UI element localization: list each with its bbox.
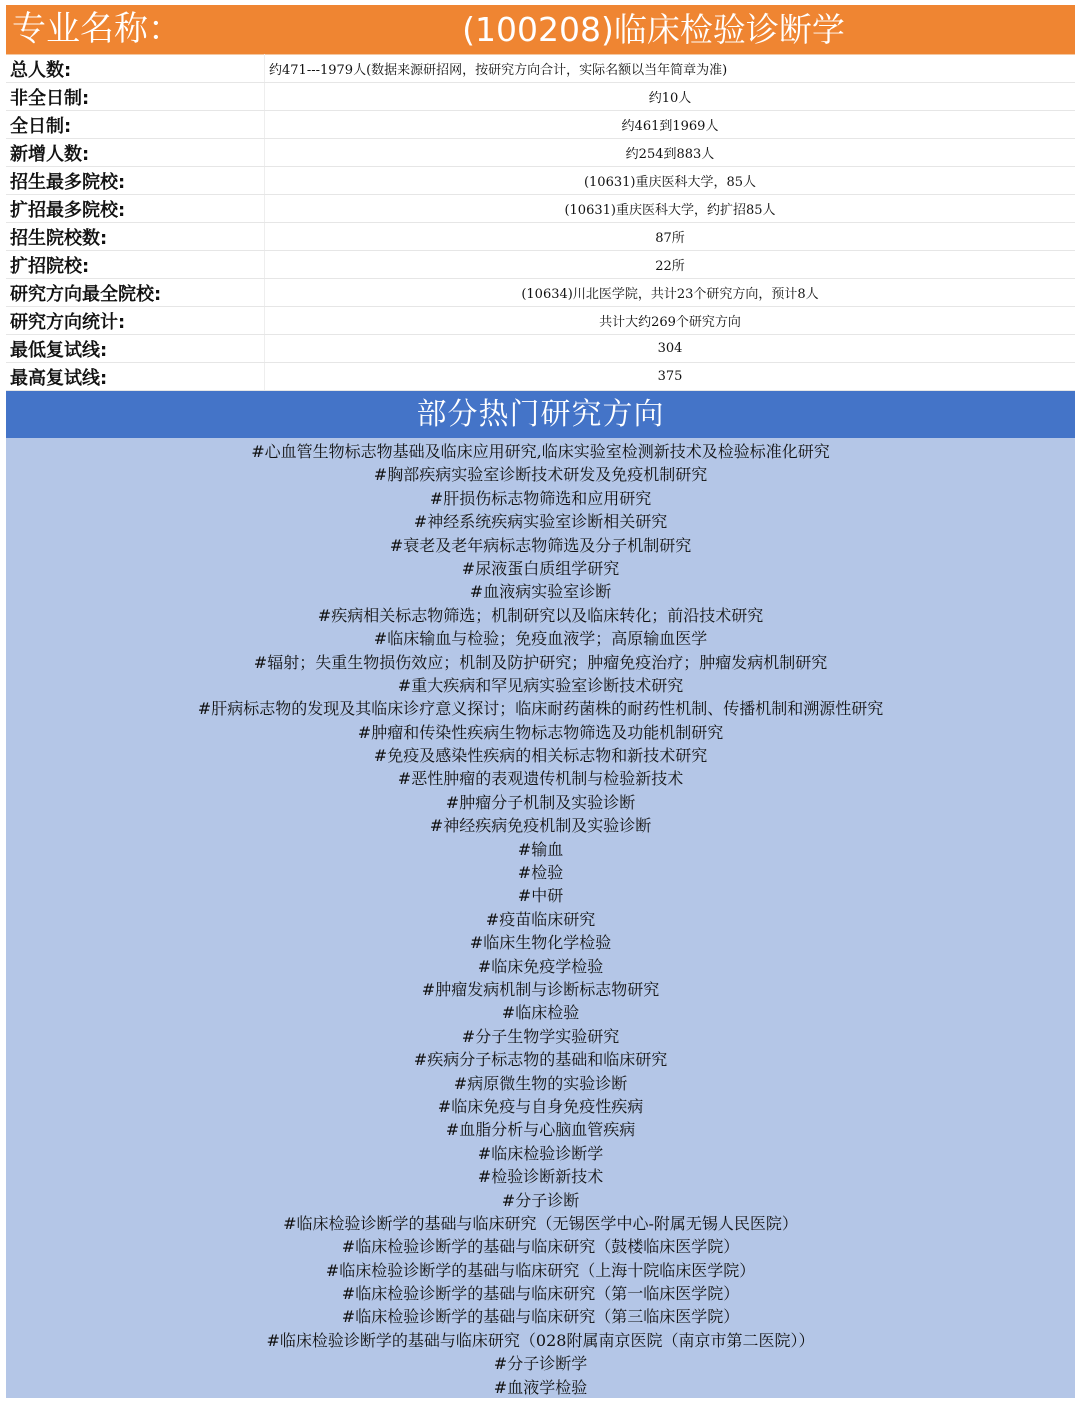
info-row-value: 87所	[265, 223, 1076, 251]
research-direction-item: #分子诊断	[501, 1190, 580, 1210]
research-direction-item: #分子生物学实验研究	[461, 1026, 620, 1046]
research-direction-item: #肿瘤发病机制与诊断标志物研究	[421, 979, 660, 999]
research-direction-item: #辐射；失重生物损伤效应；机制及防护研究；肿瘤免疫治疗；肿瘤发病机制研究	[253, 652, 828, 672]
research-direction-item: #肝损伤标志物筛选和应用研究	[429, 488, 652, 508]
info-row-label: 招生最多院校:	[6, 167, 265, 195]
info-table-body	[6, 55, 1075, 391]
research-direction-item: #神经疾病免疫机制及实验诊断	[429, 816, 652, 836]
research-direction-item: #临床免疫学检验	[477, 956, 604, 976]
research-direction-item: #尿液蛋白质组学研究	[461, 558, 620, 578]
info-row	[6, 83, 1075, 111]
info-row-value: (10631)重庆医科大学，约扩招85人	[265, 195, 1076, 223]
info-row	[6, 55, 1075, 83]
research-direction-item: #疫苗临床研究	[485, 909, 596, 929]
research-direction-item: #心血管生物标志物基础及临床应用研究,临床实验室检测新技术及检验标准化研究	[251, 442, 830, 461]
research-direction-item: #恶性肿瘤的表观遗传机制与检验新技术	[397, 769, 684, 789]
info-row-label: 招生院校数:	[6, 223, 265, 251]
info-row-label: 全日制:	[6, 111, 265, 139]
section-title: 部分热门研究方向	[6, 391, 1075, 438]
major-info-sheet	[6, 5, 1075, 1398]
research-direction-item: #临床检验	[501, 1003, 580, 1023]
research-direction-item: #病原微生物的实验诊断	[453, 1073, 628, 1093]
info-row-value: (10634)川北医学院，共计23个研究方向，预计8人	[265, 279, 1076, 307]
info-row-value: 304	[265, 335, 1076, 363]
info-row-label: 新增人数:	[6, 139, 265, 167]
research-direction-item: #输血	[517, 839, 564, 859]
research-direction-list	[6, 438, 1075, 1398]
info-row	[6, 195, 1075, 223]
info-row-value: 375	[265, 363, 1076, 391]
info-row	[6, 251, 1075, 279]
info-table	[6, 54, 1075, 391]
info-row	[6, 307, 1075, 335]
research-direction-item: #中研	[517, 886, 564, 906]
research-direction-item: #疾病分子标志物的基础和临床研究	[413, 1050, 668, 1070]
research-direction-item: #肿瘤和传染性疾病生物标志物筛选及功能机制研究	[357, 722, 724, 742]
info-row-value: 22所	[265, 251, 1076, 279]
research-direction-item: #胸部疾病实验室诊断技术研发及免疫机制研究	[373, 465, 708, 485]
info-row	[6, 279, 1075, 307]
research-direction-item: #临床输血与检验；免疫血液学；高原输血医学	[373, 629, 708, 649]
info-row	[6, 167, 1075, 195]
major-name-value: (100208)临床检验诊断学	[462, 10, 845, 49]
research-direction-item: #血液病实验室诊断	[469, 582, 612, 602]
info-row	[6, 139, 1075, 167]
research-direction-item: #分子诊断学	[493, 1354, 588, 1374]
info-row-label: 非全日制:	[6, 83, 265, 111]
research-direction-item: #血脂分析与心脑血管疾病	[445, 1120, 636, 1140]
info-row-label: 研究方向统计:	[6, 307, 265, 335]
research-direction-item: #临床生物化学检验	[469, 933, 612, 953]
research-direction-item: #临床检验诊断学的基础与临床研究（028附属南京医院（南京市第二医院））	[266, 1330, 815, 1350]
info-row-value: 共计大约269个研究方向	[265, 307, 1076, 335]
info-row-value: 约254到883人	[265, 139, 1076, 167]
research-direction-item: #检验	[517, 863, 564, 883]
info-row-label: 扩招最多院校:	[6, 195, 265, 223]
research-direction-item: #临床检验诊断学的基础与临床研究（上海十院临床医学院）	[325, 1260, 756, 1280]
research-direction-item: #临床检验诊断学的基础与临床研究（鼓楼临床医学院）	[341, 1237, 740, 1257]
research-direction-item: #衰老及老年病标志物筛选及分子机制研究	[389, 535, 692, 555]
research-direction-item: #免疫及感染性疾病的相关标志物和新技术研究	[373, 746, 708, 766]
research-direction-item: #临床检验诊断学的基础与临床研究（第三临床医学院）	[341, 1307, 740, 1327]
info-row-label: 最低复试线:	[6, 335, 265, 363]
info-row	[6, 111, 1075, 139]
info-row-value: 约471---1979人(数据来源研招网，按研究方向合计，实际名额以当年简章为准)	[265, 55, 1076, 83]
research-direction-item: #临床检验诊断学的基础与临床研究（第一临床医学院）	[341, 1284, 740, 1304]
info-row	[6, 363, 1075, 391]
research-direction-item: #临床检验诊断学的基础与临床研究（无锡医学中心-附属无锡人民医院）	[283, 1213, 798, 1233]
info-row-label: 总人数:	[6, 55, 265, 83]
research-direction-item: #神经系统疾病实验室诊断相关研究	[413, 512, 668, 532]
info-row	[6, 223, 1075, 251]
research-direction-item: #疾病相关标志物筛选；机制研究以及临床转化；前沿技术研究	[317, 605, 764, 625]
info-row-value: 约10人	[265, 83, 1076, 111]
title-bar	[6, 5, 1075, 54]
info-row-value: 约461到1969人	[265, 111, 1076, 139]
research-direction-item: #重大疾病和罕见病实验室诊断技术研究	[397, 675, 684, 695]
info-row-label: 研究方向最全院校:	[6, 279, 265, 307]
major-name-label: 专业名称：	[12, 9, 182, 49]
research-direction-item: #肝病标志物的发现及其临床诊疗意义探讨；临床耐药菌株的耐药性机制、传播机制和溯源性研究	[197, 699, 884, 719]
research-direction-item: #临床免疫与自身免疫性疾病	[437, 1096, 644, 1116]
info-row-label: 扩招院校:	[6, 251, 265, 279]
info-row-label: 最高复试线:	[6, 363, 265, 391]
research-direction-item: #临床检验诊断学	[477, 1143, 604, 1163]
info-row	[6, 335, 1075, 363]
info-row-value: (10631)重庆医科大学，85人	[265, 167, 1076, 195]
research-direction-item: #血液学检验	[493, 1377, 588, 1397]
research-direction-item: #检验诊断新技术	[477, 1167, 604, 1187]
research-direction-item: #肿瘤分子机制及实验诊断	[445, 792, 636, 812]
